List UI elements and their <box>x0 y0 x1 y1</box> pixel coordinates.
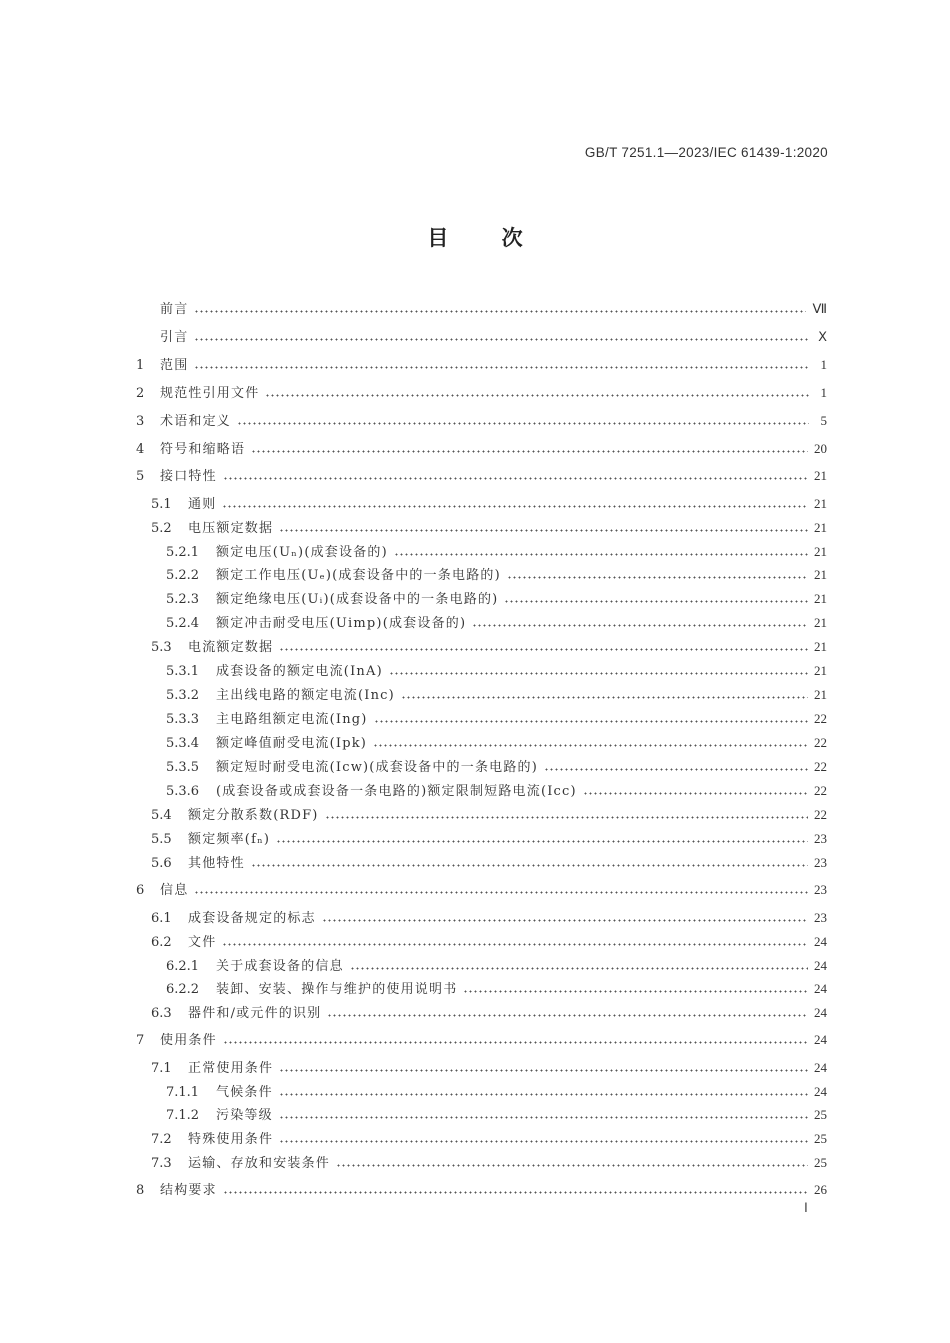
toc-entry-label: 装卸、安装、操作与维护的使用说明书 <box>216 982 458 997</box>
dot-leader <box>544 759 808 772</box>
toc-entry-page: 21 <box>814 639 827 654</box>
toc-entry-number: 5.1 <box>151 497 172 512</box>
dot-leader <box>194 882 808 895</box>
toc-entry[interactable] <box>136 1179 827 1198</box>
dot-leader <box>327 1005 808 1018</box>
dot-leader <box>222 496 808 509</box>
toc-entry[interactable] <box>136 326 827 345</box>
dot-leader <box>350 958 808 971</box>
dot-leader <box>251 441 808 454</box>
toc-entry-number: 8 <box>136 1183 145 1198</box>
toc-entry-page: 22 <box>814 735 827 750</box>
toc-entry[interactable] <box>136 732 827 751</box>
toc-entry-page: 23 <box>814 831 827 846</box>
page-number: Ⅰ <box>804 1200 808 1215</box>
dot-leader <box>265 385 809 398</box>
toc-entry-page: 26 <box>814 1182 827 1197</box>
dot-leader <box>325 807 808 820</box>
toc-entry-label: 规范性引用文件 <box>160 386 260 401</box>
toc-entry[interactable] <box>136 298 827 317</box>
toc-entry-label: 特殊使用条件 <box>188 1132 274 1147</box>
toc-entry[interactable] <box>136 410 827 429</box>
toc-entry-page: 1 <box>820 357 827 372</box>
toc-entry-number: 5.3.5 <box>166 760 200 775</box>
toc-entry-label: 符号和缩略语 <box>160 442 246 457</box>
dot-leader <box>336 1155 808 1168</box>
toc-entry-page: 22 <box>814 807 827 822</box>
toc-entry-number: 5.4 <box>151 808 172 823</box>
toc-entry-page: Ⅹ <box>818 329 827 344</box>
toc-entry-label: 范围 <box>160 358 189 373</box>
toc-entry-label: 额定分散系数(RDF) <box>188 808 319 823</box>
toc-entry-number: 5.2.2 <box>166 568 200 583</box>
toc-entry[interactable] <box>136 612 827 631</box>
toc-entry-number: 7.2 <box>151 1132 172 1147</box>
toc-entry-label: 额定绝缘电压(Uᵢ)(成套设备中的一条电路的) <box>216 592 499 607</box>
toc-entry[interactable] <box>136 636 827 655</box>
toc-entry[interactable] <box>136 756 827 775</box>
dot-leader <box>504 591 808 604</box>
toc-entry-label: 电流额定数据 <box>188 640 274 655</box>
toc-entry-number: 5.2.1 <box>166 545 200 560</box>
toc-entry-number: 6.3 <box>151 1006 172 1021</box>
toc-entry-page: 24 <box>814 934 827 949</box>
toc-entry-page: 23 <box>814 855 827 870</box>
toc-entry-page: 21 <box>814 687 827 702</box>
dot-leader <box>401 687 808 700</box>
toc-entry[interactable] <box>136 780 827 799</box>
toc-entry-page: 24 <box>814 1084 827 1099</box>
toc-entry-number: 5.3 <box>151 640 172 655</box>
dot-leader <box>279 1060 808 1073</box>
toc-entry-number: 1 <box>136 358 145 373</box>
toc-entry-label: 通则 <box>188 497 217 512</box>
toc-entry-page: 25 <box>814 1107 827 1122</box>
toc-entry-label: 电压额定数据 <box>188 521 274 536</box>
toc-entry-number: 6.2 <box>151 935 172 950</box>
toc-entry[interactable] <box>136 382 827 401</box>
toc-entry[interactable] <box>136 564 827 583</box>
dot-leader <box>194 357 809 370</box>
toc-entry-label: 额定峰值耐受电流(Ipk) <box>216 736 368 751</box>
toc-entry[interactable] <box>136 438 827 457</box>
toc-entry-number: 7.3 <box>151 1156 172 1171</box>
toc-entry[interactable] <box>136 852 827 871</box>
toc-entry[interactable] <box>136 1002 827 1021</box>
toc-entry-number: 5.3.4 <box>166 736 200 751</box>
toc-entry-number: 6.1 <box>151 911 172 926</box>
toc-entry-page: 21 <box>814 520 827 535</box>
toc-entry-page: 21 <box>814 544 827 559</box>
toc-entry-number: 5.3.3 <box>166 712 200 727</box>
dot-leader <box>583 783 808 796</box>
dot-leader <box>237 413 809 426</box>
toc-entry-label: 额定工作电压(Uₑ)(成套设备中的一条电路的) <box>216 568 501 583</box>
toc-entry-page: 5 <box>820 413 827 428</box>
dot-leader <box>507 567 808 580</box>
toc-entry[interactable] <box>136 1104 827 1123</box>
toc-entry[interactable] <box>136 828 827 847</box>
toc-entry-label: 额定短时耐受电流(Icw)(成套设备中的一条电路的) <box>216 760 539 775</box>
toc-entry-number: 7.1.1 <box>166 1085 200 1100</box>
toc-entry[interactable] <box>136 1128 827 1147</box>
dot-leader <box>322 910 808 923</box>
dot-leader <box>222 934 808 947</box>
toc-entry-page: 20 <box>814 441 827 456</box>
toc-entry-number: 5.3.2 <box>166 688 200 703</box>
dot-leader <box>223 1032 808 1045</box>
toc-entry-number: 5 <box>136 469 145 484</box>
toc-entry[interactable] <box>136 684 827 703</box>
toc-entry[interactable] <box>136 1152 827 1171</box>
toc-entry-label: 术语和定义 <box>160 414 232 429</box>
dot-leader <box>194 329 809 342</box>
toc-entry-number: 5.2.3 <box>166 592 200 607</box>
toc-entry-number: 7.1.2 <box>166 1108 200 1123</box>
toc-entry-number: 5.2 <box>151 521 172 536</box>
toc-entry-label: 使用条件 <box>160 1033 217 1048</box>
toc-entry-page: 21 <box>814 591 827 606</box>
toc-entry[interactable] <box>136 354 827 373</box>
dot-leader <box>394 544 808 557</box>
dot-leader <box>251 855 808 868</box>
dot-leader <box>279 520 808 533</box>
toc-entry-page: 24 <box>814 981 827 996</box>
dot-leader <box>276 831 808 844</box>
toc-entry-page: 24 <box>814 1060 827 1075</box>
dot-leader <box>373 735 808 748</box>
toc-entry-page: 22 <box>814 783 827 798</box>
toc-entry-label: 额定电压(Uₙ)(成套设备的) <box>216 545 388 560</box>
toc-entry-page: 23 <box>814 910 827 925</box>
toc-entry-label: (成套设备或成套设备一条电路的)额定限制短路电流(Icc) <box>216 784 577 799</box>
toc-entry-label: 成套设备的额定电流(InA) <box>216 664 383 679</box>
toc-entry-number: 5.5 <box>151 832 172 847</box>
toc-entry[interactable] <box>136 931 827 950</box>
toc-entry-label: 污染等级 <box>216 1108 273 1123</box>
toc-entry[interactable] <box>136 708 827 727</box>
toc-entry-number: 7.1 <box>151 1061 172 1076</box>
dot-leader <box>279 1131 808 1144</box>
toc-entry[interactable] <box>136 517 827 536</box>
dot-leader <box>223 1182 808 1195</box>
toc-entry-number: 4 <box>136 442 145 457</box>
toc-entry-page: 25 <box>814 1131 827 1146</box>
toc-entry-label: 成套设备规定的标志 <box>188 911 316 926</box>
toc-entry-label: 气候条件 <box>216 1085 273 1100</box>
toc-entry[interactable] <box>136 978 827 997</box>
toc-entry-page: 21 <box>814 663 827 678</box>
toc-entry[interactable] <box>136 1029 827 1048</box>
dot-leader <box>279 1107 808 1120</box>
dot-leader <box>279 639 808 652</box>
toc-entry-number: 5.3.1 <box>166 664 200 679</box>
toc-entry-number: 6.2.2 <box>166 982 200 997</box>
toc-entry-page: 25 <box>814 1155 827 1170</box>
toc-entry-number: 5.6 <box>151 856 172 871</box>
toc-entry-number: 5.2.4 <box>166 616 200 631</box>
toc-entry-page: 21 <box>814 615 827 630</box>
toc-entry[interactable] <box>136 955 827 974</box>
toc-entry[interactable] <box>136 465 827 484</box>
toc-entry-page: 21 <box>814 567 827 582</box>
toc-entry-label: 额定频率(fₙ) <box>188 832 271 847</box>
dot-leader <box>389 663 808 676</box>
toc-entry[interactable] <box>136 588 827 607</box>
toc-entry[interactable] <box>136 804 827 823</box>
toc-entry-page: Ⅶ <box>812 301 827 316</box>
toc-entry-page: 24 <box>814 958 827 973</box>
toc-entry-page: 21 <box>814 496 827 511</box>
toc-entry-page: 22 <box>814 759 827 774</box>
toc-entry[interactable] <box>136 493 827 512</box>
toc-entry-page: 24 <box>814 1005 827 1020</box>
dot-leader <box>472 615 808 628</box>
toc-entry-label: 接口特性 <box>160 469 217 484</box>
toc-entry[interactable] <box>136 541 827 560</box>
toc-entry-number: 3 <box>136 414 145 429</box>
dot-leader <box>194 301 806 314</box>
toc-entry[interactable] <box>136 907 827 926</box>
toc-entry-page: 21 <box>814 468 827 483</box>
toc-entry[interactable] <box>136 879 827 898</box>
toc-entry[interactable] <box>136 1081 827 1100</box>
dot-leader <box>223 468 808 481</box>
toc-title: 目 次 <box>427 226 523 250</box>
toc-entry-label: 主电路组额定电流(Ing) <box>216 712 368 727</box>
toc-entry[interactable] <box>136 660 827 679</box>
toc-entry-number: 2 <box>136 386 145 401</box>
toc-entry-label: 其他特性 <box>188 856 245 871</box>
toc-entry-label: 正常使用条件 <box>188 1061 274 1076</box>
toc-entry-number: 6.2.1 <box>166 959 200 974</box>
toc-entry[interactable] <box>136 1057 827 1076</box>
dot-leader <box>463 981 808 994</box>
toc-entry-label: 器件和/或元件的识别 <box>188 1006 322 1021</box>
dot-leader <box>279 1084 808 1097</box>
toc-entry-label: 关于成套设备的信息 <box>216 959 344 974</box>
toc-entry-number: 7 <box>136 1033 145 1048</box>
toc-entry-label: 运输、存放和安装条件 <box>188 1156 331 1171</box>
toc-entry-page: 1 <box>820 385 827 400</box>
toc-entry-label: 引言 <box>160 330 189 345</box>
toc-entry-label: 结构要求 <box>160 1183 217 1198</box>
dot-leader <box>374 711 808 724</box>
toc-entry-label: 前言 <box>160 302 189 317</box>
toc-entry-label: 文件 <box>188 935 217 950</box>
toc-entry-label: 信息 <box>160 883 189 898</box>
toc-entry-page: 22 <box>814 711 827 726</box>
standard-code: GB/T 7251.1—2023/IEC 61439-1:2020 <box>584 145 828 160</box>
toc-entry-number: 6 <box>136 883 145 898</box>
toc-entry-number: 5.3.6 <box>166 784 200 799</box>
toc-entry-label: 额定冲击耐受电压(Uimp)(成套设备的) <box>216 616 467 631</box>
toc-entry-page: 24 <box>814 1032 827 1047</box>
toc-entry-page: 23 <box>814 882 827 897</box>
toc-entry-label: 主出线电路的额定电流(Inc) <box>216 688 395 703</box>
